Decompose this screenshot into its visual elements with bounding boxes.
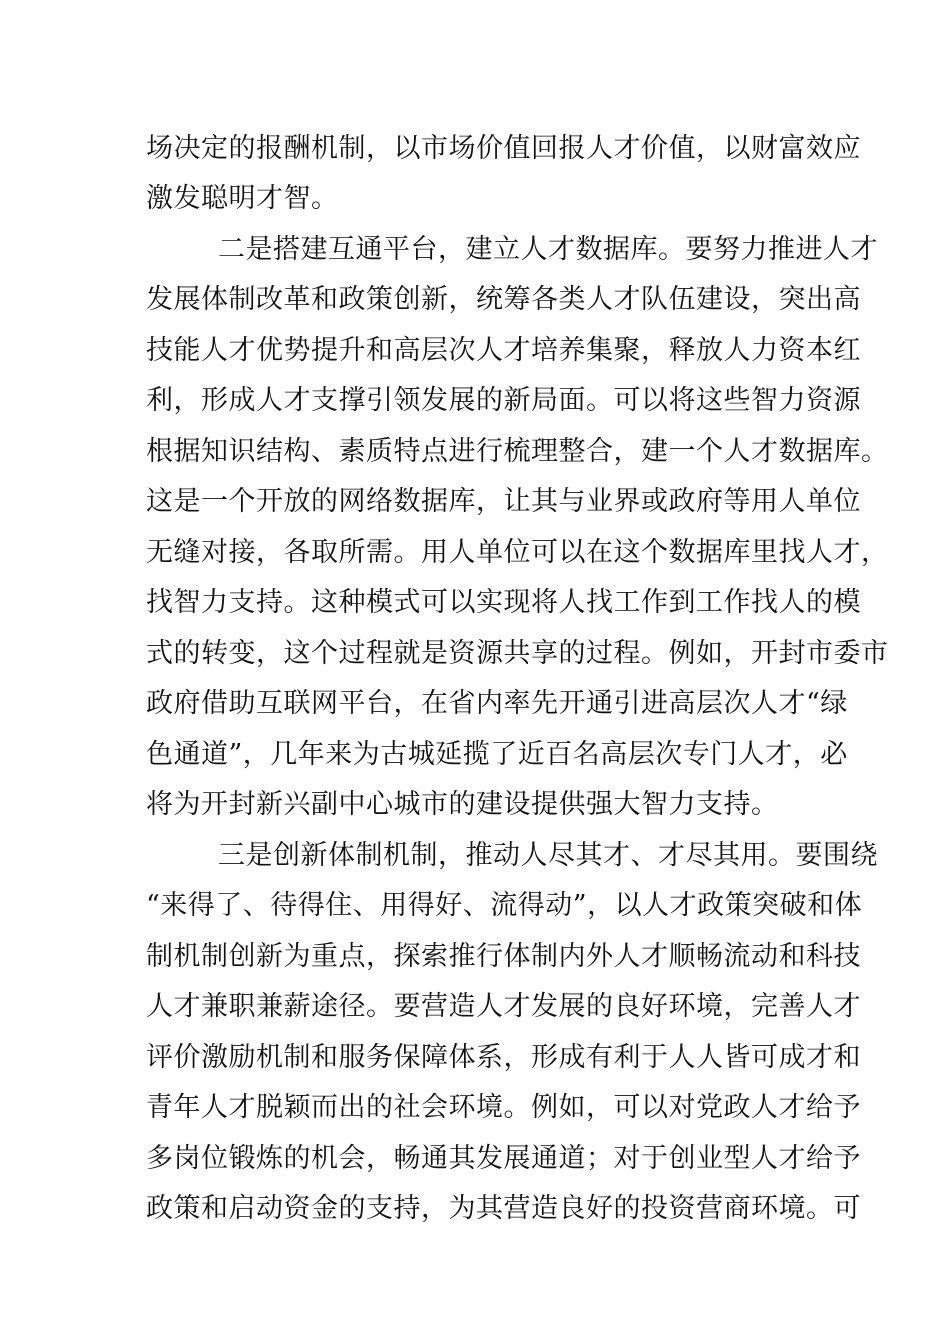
body-text-line: 发展体制改革和政策创新，统筹各类人才队伍建设，突出高 xyxy=(146,284,861,315)
body-text-line: 找智力支持。这种模式可以实现将人找工作到工作找人的模 xyxy=(146,587,861,618)
body-text-line: 政府借助互联网平台，在省内率先开通引进高层次人才“绿 xyxy=(146,688,848,719)
body-text-line: “来得了、待得住、用得好、流得动”，以人才政策突破和体 xyxy=(146,890,863,921)
paragraph-start-line: 二是搭建互通平台，建立人才数据库。要努力推进人才 xyxy=(218,234,878,265)
body-text-line: 人才兼职兼薪途径。要营造人才发展的良好环境，完善人才 xyxy=(146,991,861,1022)
body-text-line: 技能人才优势提升和高层次人才培养集聚，释放人力资本红 xyxy=(146,335,861,366)
body-text-line: 色通道”，几年来为古城延揽了近百名高层次专门人才，必 xyxy=(146,739,848,770)
body-text-line: 根据知识结构、素质特点进行梳理整合，建一个人才数据库。 xyxy=(146,436,889,467)
body-text-line: 多岗位锻炼的机会，畅通其发展通道；对于创业型人才给予 xyxy=(146,1143,861,1174)
body-text-line: 无缝对接，各取所需。用人单位可以在这个数据库里找人才， xyxy=(146,537,889,568)
body-text-line: 场决定的报酬机制，以市场价值回报人才价值，以财富效应 xyxy=(146,133,861,164)
body-text-line: 式的转变，这个过程就是资源共享的过程。例如，开封市委市 xyxy=(146,638,889,669)
body-text-line: 制机制创新为重点，探索推行体制内外人才顺畅流动和科技 xyxy=(146,941,861,972)
body-text-line: 将为开封新兴副中心城市的建设提供强大智力支持。 xyxy=(146,789,779,820)
body-text-line: 利，形成人才支撑引领发展的新局面。可以将这些智力资源 xyxy=(146,385,861,416)
body-text-line: 评价激励机制和服务保障体系，形成有利于人人皆可成才和 xyxy=(146,1042,861,1073)
body-text-line: 政策和启动资金的支持，为其营造良好的投资营商环境。可 xyxy=(146,1193,861,1224)
body-text-line: 激发聪明才智。 xyxy=(146,183,339,214)
body-text-line: 青年人才脱颖而出的社会环境。例如，可以对党政人才给予 xyxy=(146,1092,861,1123)
body-text-line: 这是一个开放的网络数据库，让其与业界或政府等用人单位 xyxy=(146,486,861,517)
paragraph-start-line: 三是创新体制机制，推动人尽其才、才尽其用。要围绕 xyxy=(218,840,878,871)
